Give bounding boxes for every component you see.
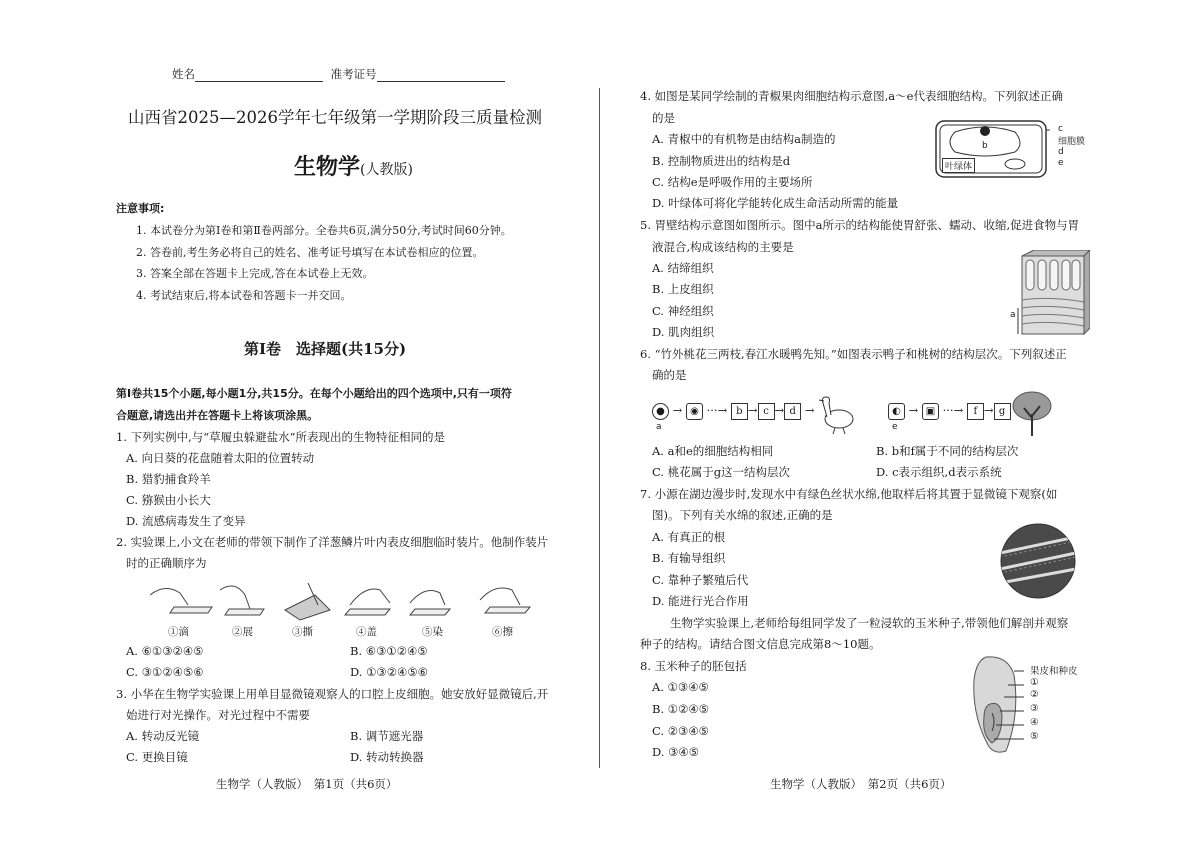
q4-option-c: C. 结构e是呼吸作用的主要场所 (652, 175, 813, 189)
cell-label-chloroplast: 叶绿体 (942, 158, 975, 173)
q6-stem: 确的是 (652, 368, 687, 382)
slide-steps-figure (140, 575, 560, 625)
name-blank (195, 81, 323, 82)
q8-option-c: C. ②③④⑤ (652, 724, 709, 738)
q8-option-a: A. ①③④⑤ (652, 680, 709, 694)
notes-heading: 注意事项: (116, 202, 165, 215)
notes-item: 2. 答卷前,考生务必将自己的姓名、准考证号填写在本试卷相应的位置。 (136, 246, 484, 259)
q3-option-c: C. 更换目镜 (126, 750, 188, 764)
duck-level-b: b (731, 403, 748, 420)
q1-option-a: A. 向日葵的花盘随着太阳的位置转动 (126, 451, 315, 465)
q3-option-b: B. 调节遮光器 (350, 729, 424, 743)
seed-label-4: ④ (1030, 717, 1039, 728)
seed-label-3: ③ (1030, 703, 1039, 714)
seed-label-5: ⑤ (1030, 731, 1039, 742)
q1-option-c: C. 猕猴由小长大 (126, 493, 211, 507)
cell-label-b: b (982, 141, 988, 151)
q6-option-c: C. 桃花属于g这一结构层次 (652, 465, 791, 479)
duck-label-a: a (656, 422, 662, 432)
tree-level-g: g (994, 403, 1011, 420)
context-text: 生物学实验课上,老师给每组同学发了一粒浸软的玉米种子,带领他们解剖并观察 (670, 616, 1069, 630)
context-text: 种子的结构。请结合图文信息完成第8～10题。 (640, 637, 881, 651)
notes-item: 3. 答案全部在答题卡上完成,答在本试卷上无效。 (136, 267, 374, 280)
section1-instruction: 合题意,请选出并在答题卡上将该项涂黑。 (116, 409, 319, 422)
corn-seed-figure (968, 655, 1026, 755)
q8-option-d: D. ③④⑤ (652, 745, 700, 759)
q2-step-label: ⑤染 (422, 626, 443, 638)
tree-level-f: f (967, 403, 984, 420)
q2-stem: 2. 实验课上,小文在老师的带领下制作了洋葱鳞片叶内表皮细胞临时装片。他制作装片 (116, 535, 549, 549)
q4-stem: 4. 如图是某同学绘制的青椒果肉细胞结构示意图,a～e代表细胞结构。下列叙述正确 (640, 89, 1063, 103)
q6-stem: 6. “竹外桃花三两枝,春江水暖鸭先知。”如图表示鸭子和桃树的结构层次。下列叙述正 (640, 347, 1067, 361)
q7-stem: 图)。下列有关水绵的叙述,正确的是 (652, 508, 833, 522)
id-blank (377, 81, 505, 82)
seed-label-coat: 果皮和种皮 (1030, 666, 1078, 677)
notes-item: 4. 考试结束后,将本试卷和答题卡一并交回。 (136, 289, 352, 302)
peach-tree-icon (1010, 390, 1054, 436)
q2-step-label: ④盖 (356, 626, 377, 638)
q6-tree-hierarchy: ◐ → ▣ ···→ f → g (888, 403, 1024, 420)
name-field (172, 66, 505, 82)
q2-option-d: D. ①③②④⑤⑥ (350, 665, 428, 679)
q4-option-d: D. 叶绿体可将化学能转化成生命活动所需的能量 (652, 196, 899, 210)
q7-option-a: A. 有真正的根 (652, 530, 726, 544)
footer-right: 生物学（人教版） 第2页（共6页） (770, 777, 952, 791)
q2-step-label: ②展 (232, 626, 253, 638)
q6-option-a: A. a和e的细胞结构相同 (652, 444, 774, 458)
q6-option-d: D. c表示组织,d表示系统 (876, 465, 1002, 479)
subject-edition: (人教版) (360, 162, 413, 178)
id-label: 准考证号 (330, 67, 377, 81)
q5-option-a: A. 结缔组织 (652, 261, 714, 275)
duck-icon (815, 393, 857, 435)
section1-instruction: 第Ⅰ卷共15个小题,每小题1分,共15分。在每个小题给出的四个选项中,只有一项符 (116, 387, 512, 400)
q7-option-c: C. 靠种子繁殖后代 (652, 573, 749, 587)
cell-label-c: c (1058, 124, 1063, 134)
q8-option-b: B. ①②④⑤ (652, 702, 710, 716)
q2-step-label: ①滴 (168, 626, 189, 638)
q4-stem: 的是 (652, 111, 675, 125)
tissue-b-icon: ◉ (686, 403, 703, 420)
footer-left: 生物学（人教版） 第1页（共6页） (216, 777, 398, 791)
exam-title: 山西省2025—2026学年七年级第一学期阶段三质量检测 (128, 108, 542, 127)
cell-e-icon: ◐ (888, 403, 905, 420)
q7-option-b: B. 有输导组织 (652, 551, 726, 565)
section1-title: 第Ⅰ卷 选择题(共15分) (244, 340, 407, 358)
q4-option-a: A. 青椒中的有机物是由结构a制造的 (652, 132, 836, 146)
cell-a-icon: ● (652, 403, 669, 420)
q4-option-b: B. 控制物质进出的结构是d (652, 154, 791, 168)
q1-stem: 1. 下列实例中,与“草履虫躲避盐水”所表现出的生物特征相同的是 (116, 430, 446, 444)
q5-stem: 5. 胃壁结构示意图如图所示。图中a所示的结构能使胃舒张、蠕动、收缩,促进食物与胃 (640, 218, 1080, 232)
subject-title (294, 150, 413, 181)
q1-option-d: D. 流感病毒发生了变异 (126, 514, 246, 528)
stomach-label-a: a (1010, 310, 1016, 320)
q1-option-b: B. 猎豹捕食羚羊 (126, 472, 211, 486)
q5-stem: 液混合,构成该结构的主要是 (652, 240, 794, 254)
q2-option-c: C. ③①②④⑤⑥ (126, 665, 204, 679)
q3-stem: 始进行对光操作。对光过程中不需要 (126, 708, 310, 722)
stomach-wall-figure (1010, 250, 1090, 338)
duck-level-d: d (784, 403, 801, 420)
tree-label-e: e (892, 422, 898, 432)
cell-label-e: e (1058, 158, 1064, 168)
page-divider (599, 88, 600, 768)
spirogyra-micrograph (1000, 523, 1076, 599)
name-label: 姓名 (172, 67, 195, 81)
q8-stem: 8. 玉米种子的胚包括 (640, 659, 747, 673)
q5-option-d: D. 肌肉组织 (652, 325, 715, 339)
q2-step-label: ⑥擦 (492, 626, 513, 638)
cell-label-membrane: 细胞膜 (1058, 137, 1086, 147)
q2-step-label: ③撕 (292, 626, 313, 638)
q7-stem: 7. 小源在湖边漫步时,发现水中有绿色丝状水绵,他取样后将其置于显微镜下观察(如 (640, 487, 1058, 501)
notes-item: 1. 本试卷分为第Ⅰ卷和第Ⅱ卷两部分。全卷共6页,满分50分,考试时间60分钟。 (136, 224, 512, 237)
q5-option-c: C. 神经组织 (652, 304, 714, 318)
subject-name: 生物学 (294, 154, 361, 180)
q2-option-a: A. ⑥①③②④⑤ (126, 644, 204, 658)
q5-option-b: B. 上皮组织 (652, 282, 714, 296)
q7-option-d: D. 能进行光合作用 (652, 594, 749, 608)
seed-label-1: ① (1030, 677, 1039, 688)
cell-label-d: d (1058, 147, 1064, 157)
duck-level-c: c (758, 403, 775, 420)
seed-label-2: ② (1030, 689, 1039, 700)
q3-stem: 3. 小华在生物学实验课上用单目显微镜观察人的口腔上皮细胞。她安放好显微镜后,开 (116, 687, 549, 701)
tissue-icon: ▣ (922, 403, 939, 420)
q6-duck-hierarchy: ● → ◉ ···→ b → c → d → (652, 403, 814, 420)
q2-stem: 时的正确顺序为 (126, 556, 207, 570)
q3-option-d: D. 转动转换器 (350, 750, 424, 764)
q3-option-a: A. 转动反光镜 (126, 729, 200, 743)
q2-option-b: B. ⑥③①②④⑤ (350, 644, 428, 658)
q6-option-b: B. b和f属于不同的结构层次 (876, 444, 1019, 458)
